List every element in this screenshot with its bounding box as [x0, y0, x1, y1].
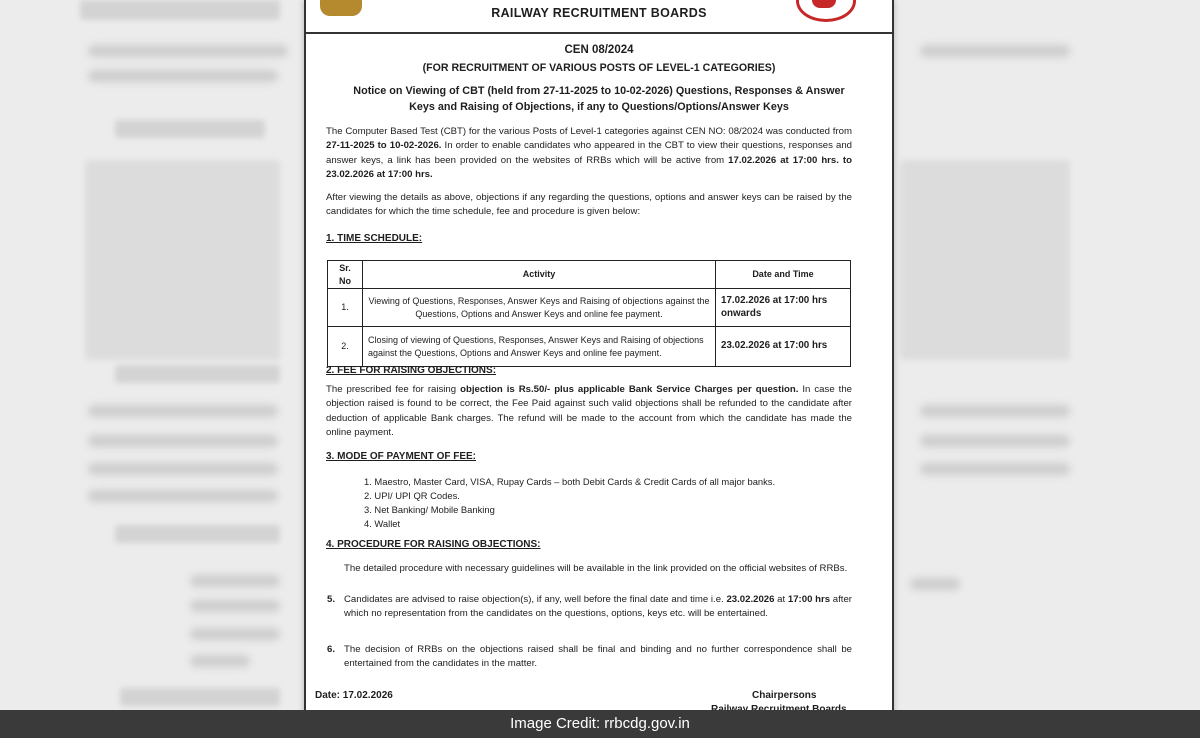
blurred-text — [88, 45, 288, 57]
table-cell: 1. — [328, 289, 363, 327]
final-time: 17:00 hrs — [787, 594, 831, 605]
table-header-row — [328, 261, 851, 289]
intro-paragraph — [326, 125, 852, 183]
final-date: 23.02.2026 — [726, 594, 775, 605]
procedure-paragraph: The detailed procedure with necessary guidelines will be available in the link provided on the official websites of RRBs. — [344, 563, 848, 574]
blurred-table — [900, 160, 1070, 360]
blurred-text — [88, 405, 278, 417]
blurred-table — [85, 160, 280, 360]
table-cell: Closing of viewing of Questions, Responses, Answer Keys and Raising of objections against the Questions, Options and Answer Keys and online fee payment. — [363, 327, 716, 367]
header-title: RAILWAY RECRUITMENT BOARDS — [491, 6, 707, 20]
blurred-heading — [115, 525, 280, 543]
blurred-text — [190, 575, 280, 587]
fee-amount: objection is Rs.50/- plus applicable Bank Service Charges per question. — [460, 384, 799, 395]
table-row — [328, 327, 851, 367]
blurred-text — [88, 463, 278, 475]
section-heading: 4. PROCEDURE FOR RAISING OBJECTIONS: — [326, 539, 541, 550]
blurred-text — [910, 578, 960, 590]
blurred-text — [190, 628, 280, 640]
fee-paragraph — [326, 383, 852, 441]
section-heading: 1. TIME SCHEDULE: — [326, 233, 423, 244]
intro-text: The Computer Based Test (CBT) for the various Posts of Level-1 categories against CEN NO: 08/2024 was conducted from — [326, 126, 852, 137]
blurred-heading — [120, 688, 280, 706]
blurred-text — [80, 0, 280, 20]
table-cell: Viewing of Questions, Responses, Answer Keys and Raising of objections against the Questions, Options and Answer Keys and online fee payment. — [363, 289, 716, 327]
list-item: 2. UPI/ UPI QR Codes. — [364, 490, 460, 501]
section-heading: 3. MODE OF PAYMENT OF FEE: — [326, 451, 477, 462]
point-number: 5. — [327, 594, 336, 605]
table-cell: 17.02.2026 at 17:00 hrs onwards — [716, 289, 851, 327]
fee-text: The prescribed fee for raising — [326, 384, 461, 395]
notice-number: CEN 08/2024 — [564, 44, 634, 56]
notice-title-line2: Keys and Raising of Objections, if any to Questions/Options/Answer Keys — [409, 101, 789, 113]
point-text: at — [774, 594, 788, 605]
signatory-title: Chairpersons — [752, 690, 817, 701]
blurred-text — [88, 490, 278, 502]
blurred-text — [190, 655, 250, 667]
notice-title-line1: Notice on Viewing of CBT (held from 27-11-2025 to 10-02-2026) Questions, Responses & Answer — [353, 85, 845, 97]
blurred-text — [920, 45, 1070, 57]
notice-date: Date: 17.02.2026 — [315, 690, 393, 701]
cbt-dates: 27-11-2025 to 10-02-2026. — [326, 140, 442, 152]
notice-subtitle: (FOR RECRUITMENT OF VARIOUS POSTS OF LEVEL-1 CATEGORIES) — [422, 62, 776, 74]
list-item: 4. Wallet — [364, 518, 401, 529]
table-cell: 2. — [328, 327, 363, 367]
schedule-table — [327, 260, 851, 367]
table-row — [328, 289, 851, 327]
image-credit: Image Credit: rrbcdg.gov.in — [510, 715, 690, 732]
point-number: 6. — [327, 644, 336, 655]
document-header — [306, 0, 892, 34]
point-text: Candidates are advised to raise objection(s), if any, well before the final date and time i.e. — [344, 594, 727, 605]
section-payment-mode — [326, 451, 476, 462]
blurred-text — [88, 70, 278, 82]
section-heading: 2. FEE FOR RAISING OBJECTIONS: — [326, 365, 497, 376]
list-item: 1. Maestro, Master Card, VISA, Rupay Cards – both Debit Cards & Credit Cards of all major banks. — [364, 476, 776, 487]
blurred-heading — [115, 120, 265, 138]
objection-paragraph: After viewing the details as above, objections if any regarding the questions, options and answer keys can be raised by the candidates for which the time schedule, fee and procedure is given below: — [326, 192, 852, 218]
blurred-text — [920, 405, 1070, 417]
blurred-heading — [115, 365, 280, 383]
intro-text: In order to enable candidates who appeared in the CBT to view their questions, responses and answer keys, a link has been provided on the websites of RRBs which will be active from — [326, 140, 852, 166]
point-5-paragraph — [344, 593, 852, 622]
blurred-text — [88, 435, 278, 447]
section-procedure — [326, 539, 540, 550]
image-credit-bar — [0, 710, 1200, 738]
section-time-schedule — [326, 233, 422, 244]
payment-mode-list — [364, 475, 775, 531]
point-6-paragraph: The decision of RRBs on the objections raised shall be final and binding and no further correspondence shall be entertained from the candidates in the matter. — [344, 644, 852, 670]
blurred-text — [920, 463, 1070, 475]
column-header: Activity — [363, 261, 716, 289]
fee-text: In case the objection raised is found to be correct, the Fee Paid against such valid objections shall be refunded to the candidate after deduction of applicable Bank charges. The refund will be made to the account from which the candidate has made the online payment. — [326, 384, 852, 439]
notice-document — [304, 0, 894, 724]
column-header: Date and Time — [716, 261, 851, 289]
blurred-text — [920, 435, 1070, 447]
blurred-text — [190, 600, 280, 612]
link-active-dates: 17.02.2026 at 17:00 hrs. to 23.02.2026 at 17:00 hrs. — [326, 154, 852, 181]
table-cell: 23.02.2026 at 17:00 hrs — [716, 327, 851, 367]
section-fee — [326, 365, 496, 376]
point-text: after which no representation from the candidates on the questions, options, keys etc. will be entertained. — [344, 594, 852, 620]
list-item: 3. Net Banking/ Mobile Banking — [364, 504, 495, 515]
column-header: Sr. No — [328, 261, 363, 289]
